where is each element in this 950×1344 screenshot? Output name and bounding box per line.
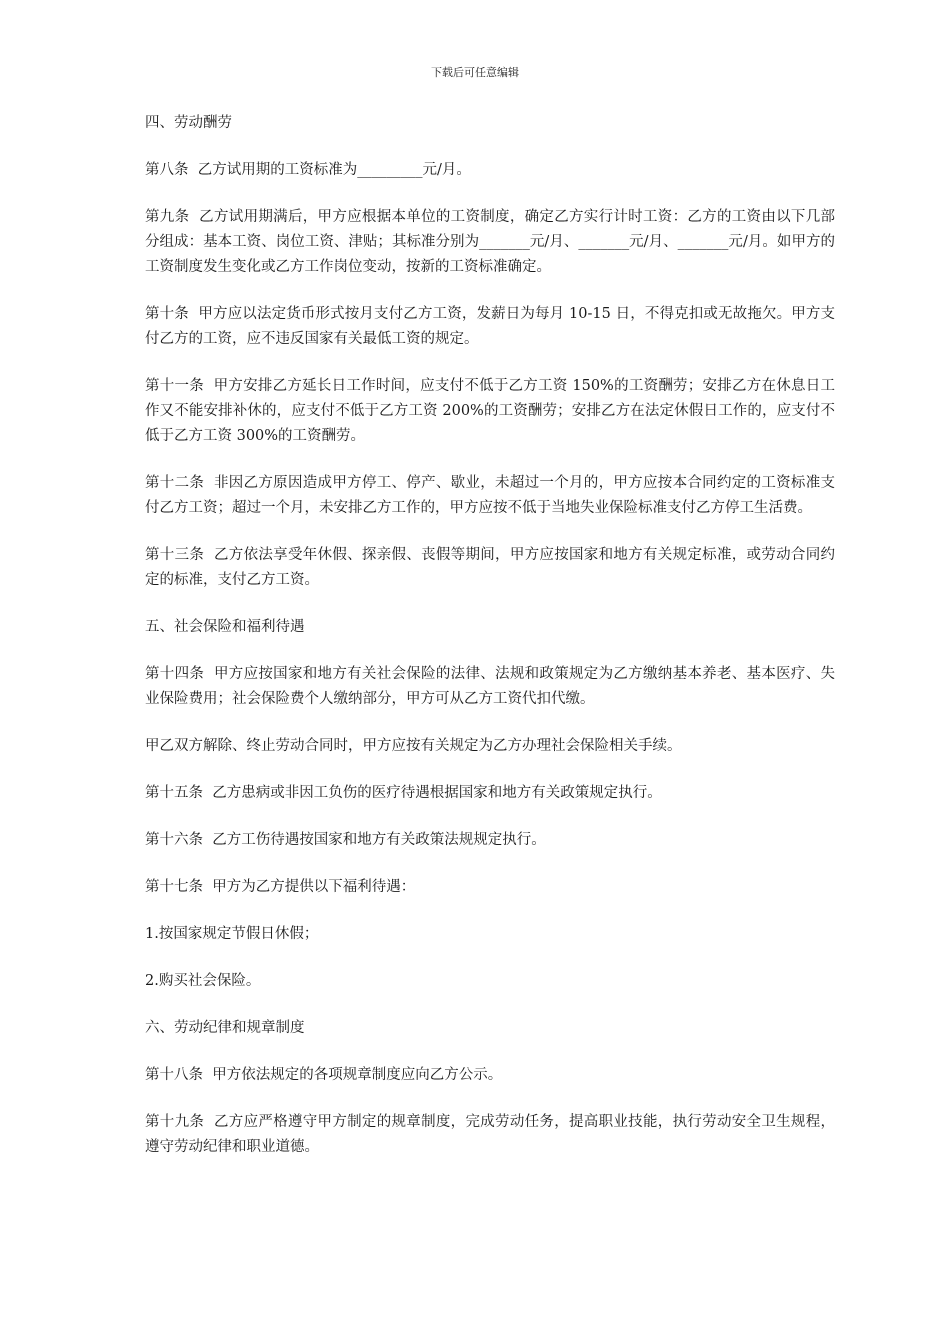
- article-15: 第十五条 乙方患病或非因工负伤的医疗待遇根据国家和地方有关政策规定执行。: [145, 785, 662, 801]
- section-heading-social-insurance: 五、社会保险和福利待遇: [145, 619, 305, 635]
- section-heading-labor-pay: 四、劳动酬劳: [145, 115, 232, 131]
- document-body: [145, 111, 835, 1182]
- article-11: 第十一条 甲方安排乙方延长日工作时间，应支付不低于乙方工资 150%的工资酬劳；安排乙方在休息日工作又不能安排补休的，应支付不低于乙方工资 200%的工资酬劳；安排乙方在法定休假日工作的，应支付不低于乙方工资 300%的工资酬劳。: [145, 378, 835, 444]
- article-8: 第八条 乙方试用期的工资标准为_________元/月。: [145, 162, 471, 178]
- benefit-item-2: 2.购买社会保险。: [145, 973, 261, 989]
- article-16: 第十六条 乙方工伤待遇按国家和地方有关政策法规规定执行。: [145, 832, 546, 848]
- benefit-item-1: 1.按国家规定节假日休假；: [145, 926, 319, 942]
- article-18: 第十八条 甲方依法规定的各项规章制度应向乙方公示。: [145, 1067, 503, 1083]
- article-10: 第十条 甲方应以法定货币形式按月支付乙方工资，发薪日为每月 10-15 日，不得克扣或无故拖欠。甲方支付乙方的工资，应不违反国家有关最低工资的规定。: [145, 306, 835, 347]
- header-note: 下载后可任意编辑: [431, 66, 519, 79]
- article-13: 第十三条 乙方依法享受年休假、探亲假、丧假等期间，甲方应按国家和地方有关规定标准，或劳动合同约定的标准，支付乙方工资。: [145, 547, 835, 588]
- article-17: 第十七条 甲方为乙方提供以下福利待遇：: [145, 879, 416, 895]
- article-14-continuation: 甲乙双方解除、终止劳动合同时，甲方应按有关规定为乙方办理社会保险相关手续。: [145, 738, 682, 754]
- article-14: 第十四条 甲方应按国家和地方有关社会保险的法律、法规和政策规定为乙方缴纳基本养老、基本医疗、失业保险费用；社会保险费个人缴纳部分，甲方可从乙方工资代扣代缴。: [145, 666, 835, 707]
- article-19: 第十九条 乙方应严格遵守甲方制定的规章制度，完成劳动任务，提高职业技能，执行劳动安全卫生规程，遵守劳动纪律和职业道德。: [145, 1114, 835, 1155]
- article-9: 第九条 乙方试用期满后，甲方应根据本单位的工资制度，确定乙方实行计时工资：乙方的工资由以下几部分组成：基本工资、岗位工资、津贴；其标准分别为_______元/月、_______元/月、_______元/月。如甲方的工资制度发生变化或乙方工作岗位变动，按新的工资标准确定。: [145, 209, 835, 275]
- article-12: 第十二条 非因乙方原因造成甲方停工、停产、歇业，未超过一个月的，甲方应按本合同约定的工资标准支付乙方工资；超过一个月，未安排乙方工作的，甲方应按不低于当地失业保险标准支付乙方停工生活费。: [145, 475, 835, 516]
- section-heading-discipline: 六、劳动纪律和规章制度: [145, 1020, 305, 1036]
